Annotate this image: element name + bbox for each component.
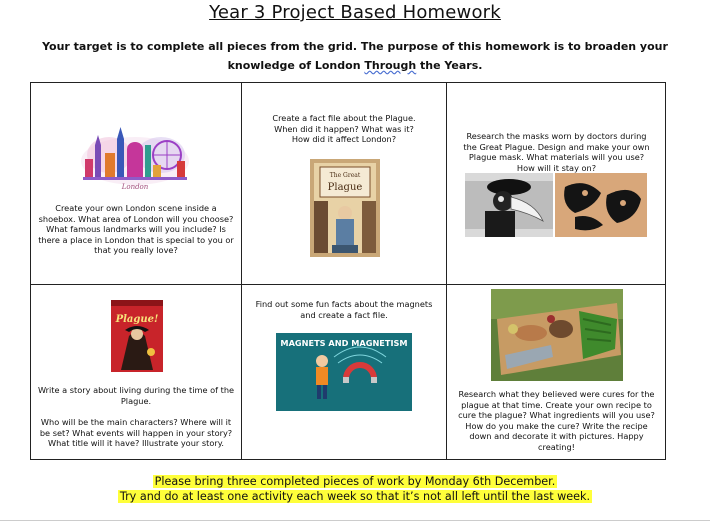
london-skyline-image — [79, 115, 191, 193]
intro-line-2-post: the Years. — [416, 59, 483, 72]
footer-line-1 — [0, 474, 710, 489]
task-cell-magnets — [242, 285, 447, 460]
page-bottom-divider — [0, 520, 710, 521]
task-cell-plague-cures — [447, 285, 666, 460]
spellcheck-word: Through — [364, 59, 417, 72]
task-cell-london-scene — [31, 83, 242, 285]
task-text-plague-story-2: Who will be the main characters? Where will it be set? What events will happen in your story? What title will it have? Illustrate your story. — [39, 417, 233, 448]
magnets-and-magnetism-banner — [276, 333, 412, 411]
task-text-plague-fact-file: Create a fact file about the Plague. When did it happen? What was it? How did it affect London? — [272, 113, 416, 144]
task-text-plague-mask: Research the masks worn by doctors during the Great Plague. Design and make your own Plague mask. What materials will you use? How will it stay on? — [463, 131, 650, 173]
task-cell-plague-story — [31, 285, 242, 460]
plague-book-cover-image — [111, 300, 163, 372]
footer-note — [0, 474, 710, 504]
intro-line-1: Your target is to complete all pieces from the grid. The purpose of this homework is to broaden your — [42, 40, 668, 53]
footer-line-2 — [0, 489, 710, 504]
magnets-banner-title: MAGNETS AND MAGNETISM — [280, 338, 408, 348]
page-title: Year 3 Project Based Homework — [209, 2, 501, 23]
intro-text — [40, 37, 670, 75]
london-image-label: London — [121, 183, 149, 191]
intro-line-2-pre: knowledge of London — [227, 59, 365, 72]
book-title-line-1: The Great — [329, 172, 361, 179]
story-book-title: Plague! — [115, 314, 159, 325]
task-cell-plague-fact-file — [242, 83, 447, 285]
footer-line-1-text: Please bring three completed pieces of work by Monday 6th December. — [154, 475, 556, 488]
task-text-plague-story-1: Write a story about living during the time of the Plague. — [37, 385, 235, 406]
great-plague-book-image — [310, 159, 380, 257]
homework-grid — [30, 82, 666, 460]
task-text-plague-cures: Research what they believed were cures for the plague at that time. Create your own recipe to cure the plague? What ingredients will you use? How do you make the cure? Write the recipe down and decorate it with pictures. Happy creating! — [458, 389, 655, 452]
task-text-magnets: Find out some fun facts about the magnets and create a fact file. — [255, 299, 433, 320]
task-cell-plague-mask — [447, 83, 666, 285]
plague-doctor-photo — [465, 173, 553, 237]
task-text-london-scene: Create your own London scene inside a shoebox. What area of London will you choose? What famous landmarks will you include? Is there a place in London that is special to you or that you really love? — [38, 203, 234, 255]
book-title-line-2: Plague — [327, 182, 363, 193]
herbal-cures-photo — [491, 289, 623, 381]
mask-craft-photo — [555, 173, 647, 237]
footer-line-2-text: Try and do at least one activity each week so that it’s not all left until the last week. — [119, 490, 591, 503]
intro-line-2 — [40, 56, 670, 75]
